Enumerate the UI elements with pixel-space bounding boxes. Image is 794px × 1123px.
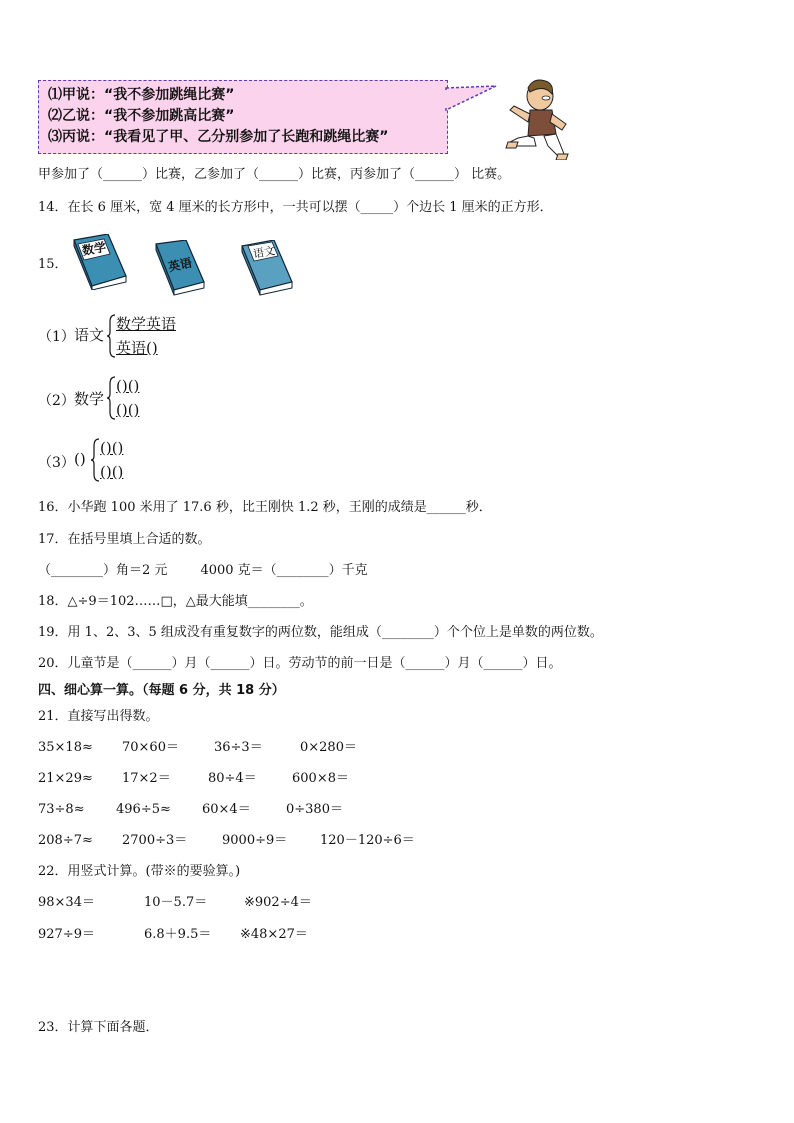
book-math-label: 数学 [81, 240, 108, 258]
q15-item2-num: （2） [38, 393, 75, 409]
section-4-heading: 四、细心算一算。（每题 6 分，共 18 分） [38, 683, 285, 698]
q21-r3c2: 496÷5≈ [116, 802, 171, 817]
q13-answer-line: 甲参加了（______）比赛，乙参加了（______）比赛，丙参加了（______） 比赛。 [38, 167, 511, 182]
q21-r2c4: 600×8＝ [292, 771, 349, 786]
book-english [154, 240, 210, 296]
q22-r2c1: 927÷9＝ [38, 927, 95, 942]
q15-item2-root: 数学 [74, 390, 105, 408]
q19-text: 19．用 1、2、3、5 组成没有重复数字的两位数，能组成（________）个个位上是单数的两位数。 [38, 625, 603, 640]
brace [106, 376, 116, 420]
q16-text: 16．小华跑 100 米用了 17.6 秒，比王刚快 1.2 秒，王刚的成绩是______秒． [38, 500, 492, 515]
q15-item2-top: ()() [116, 377, 140, 395]
q15-item1-root: 语文 [74, 326, 105, 344]
q22-title: 22．用竖式计算。(带※的要验算。) [38, 864, 241, 879]
q22-r2c3: ※48×27＝ [240, 927, 308, 942]
q15-item3-root: () [74, 450, 86, 468]
q21-r4c1: 208÷7≈ [38, 833, 93, 848]
q14-text: 14．在长 6 厘米，宽 4 厘米的长方形中，一共可以摆（_____）个边长 1 厘米的正方形． [38, 200, 553, 215]
bubble-line-3: ⑶丙说：“我看见了甲、乙分别参加了长跑和跳绳比赛” [48, 129, 389, 145]
q21-r2c2: 17×2＝ [122, 771, 171, 786]
q21-r1c1: 35×18≈ [38, 740, 93, 755]
q22-r1c1: 98×34＝ [38, 895, 95, 910]
book-chinese [240, 240, 298, 296]
bubble-tail [444, 84, 500, 118]
q22-r1c3: ※902÷4＝ [244, 895, 312, 910]
brace [106, 314, 116, 358]
q22-r1c2: 10－5.7＝ [144, 895, 208, 910]
q15-item3-num: （3） [38, 455, 75, 471]
q15-item1-num: （1） [38, 329, 75, 345]
bubble-line-1: ⑴甲说：“我不参加跳绳比赛” [48, 87, 235, 103]
q15-item1-bottom: 英语() [116, 339, 158, 357]
q21-r2c1: 21×29≈ [38, 771, 93, 786]
q15-item3-top: ()() [100, 439, 124, 457]
book-math [72, 234, 128, 290]
q21-r1c2: 70×60＝ [122, 740, 179, 755]
q23-text: 23．计算下面各题． [38, 1020, 159, 1035]
q21-r4c3: 9000÷9＝ [222, 833, 288, 848]
q15-label: 15． [38, 257, 68, 272]
brace [90, 438, 100, 482]
q22-r2c2: 6.8＋9.5＝ [144, 927, 212, 942]
q21-r3c4: 0÷380＝ [286, 802, 343, 817]
q17-line: （________）角＝2 元 4000 克＝（________）千克 [38, 563, 368, 578]
q21-r1c4: 0×280＝ [300, 740, 357, 755]
q21-r1c3: 36÷3＝ [214, 740, 263, 755]
q15-item2-bottom: ()() [116, 401, 140, 419]
q15-item3-bottom: ()() [100, 463, 124, 481]
q21-r4c2: 2700÷3＝ [122, 833, 188, 848]
book-english-label: 英语 [166, 255, 194, 275]
bubble-line-2: ⑵乙说：“我不参加跳高比赛” [48, 108, 235, 124]
book-chinese-label: 语文 [252, 244, 277, 261]
running-boy-illustration [500, 76, 572, 160]
q21-r4c4: 120－120÷6＝ [320, 833, 415, 848]
q21-r3c1: 73÷8≈ [38, 802, 85, 817]
speech-bubble [38, 80, 448, 154]
q21-r2c3: 80÷4＝ [208, 771, 257, 786]
q21-title: 21．直接写出得数。 [38, 709, 159, 724]
q15-item1-top: 数学英语 [116, 315, 177, 333]
q20-text: 20．儿童节是（______）月（______）日。劳动节的前一日是（______）月（______）日。 [38, 656, 562, 671]
q21-r3c3: 60×4＝ [202, 802, 251, 817]
q18-text: 18．△÷9＝102……□，△最大能填________。 [38, 594, 313, 609]
q17-title: 17．在括号里填上合适的数。 [38, 532, 211, 547]
